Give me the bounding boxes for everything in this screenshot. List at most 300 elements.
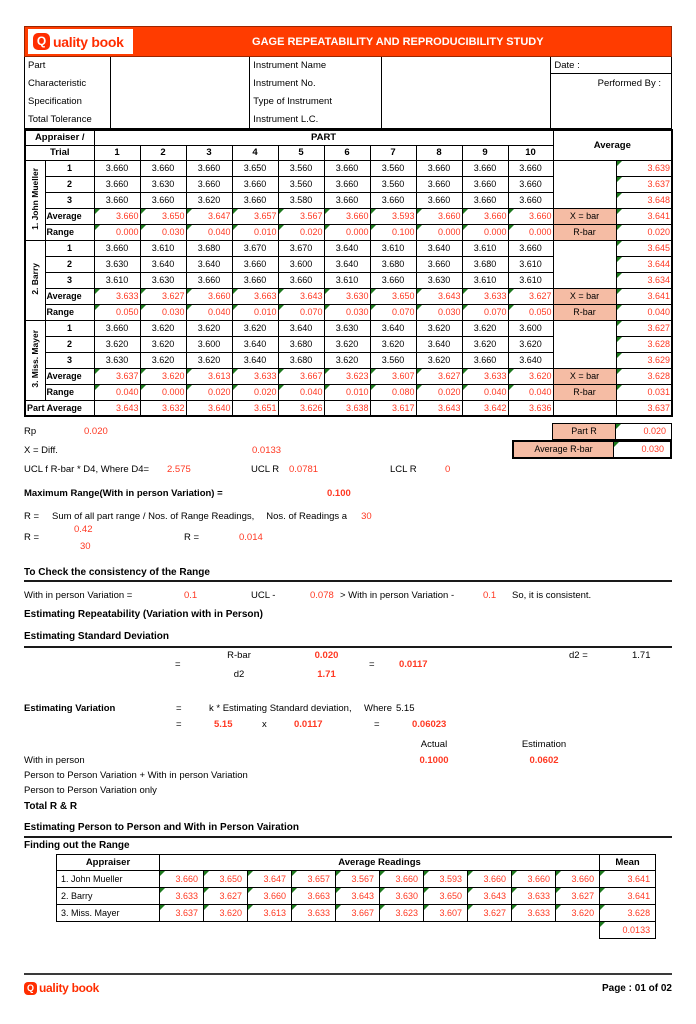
xdiff-label: X = Diff.	[24, 444, 58, 456]
average-row-label: Average	[45, 368, 94, 384]
average-reading-cell: 3.660	[160, 871, 204, 888]
part-average-cell: 3.623	[324, 368, 370, 384]
reading-cell: 3.660	[462, 352, 508, 368]
p2p-only-row	[24, 783, 672, 798]
part-average-cell: 3.660	[416, 208, 462, 224]
reading-cell: 3.620	[462, 336, 508, 352]
date-label: Date :	[551, 57, 671, 74]
ucl-value: 0.078	[310, 589, 334, 601]
part-range-cell: 0.030	[324, 304, 370, 320]
trial-number: 3	[45, 272, 94, 288]
trial-number: 1	[45, 240, 94, 256]
overall-part-average-cell: 3.632	[140, 400, 186, 416]
part-range-cell: 0.030	[140, 224, 186, 240]
part-column-header: 2	[140, 145, 186, 160]
part-average-cell: 3.627	[508, 288, 553, 304]
grand-average-value: 3.637	[616, 400, 672, 416]
reading-cell: 3.580	[278, 192, 324, 208]
reading-cell: 3.630	[140, 272, 186, 288]
reading-cell: 3.640	[232, 352, 278, 368]
p2p-section-heading: Estimating Person to Person and With in Person Vairation	[24, 820, 672, 838]
k-value: 5.15	[396, 702, 415, 714]
reading-cell: 3.660	[462, 160, 508, 176]
info-right	[551, 57, 671, 128]
ucl-r-label: UCL R	[251, 463, 280, 475]
part-column-header: 10	[508, 145, 553, 160]
info-label-part: Part	[28, 60, 46, 71]
within-estimation-value: 0.0602	[529, 754, 559, 766]
actual-label: Actual	[420, 738, 448, 750]
brand-q-icon: Q	[33, 33, 50, 50]
repeatability-heading: Estimating Repeatability (Variation with in Person)	[24, 609, 263, 620]
within-person-row	[24, 752, 672, 768]
part-average-cell: 3.647	[186, 208, 232, 224]
xdiff-line	[24, 440, 672, 460]
within-actual-value: 0.1000	[419, 754, 449, 766]
reading-cell: 3.610	[508, 272, 553, 288]
xbar-tag: X = bar	[553, 368, 616, 384]
reading-cell: 3.610	[462, 272, 508, 288]
document-title: GAGE REPEATABILITY AND REPRODUCIBILITY STUDY	[252, 35, 544, 48]
reading-cell: 3.620	[508, 336, 553, 352]
part-average-cell: 3.660	[462, 208, 508, 224]
part-range-cell: 0.080	[370, 384, 416, 400]
reading-cell: 3.560	[278, 176, 324, 192]
part-range-cell: 0.040	[186, 224, 232, 240]
consistency-note: So, it is consistent.	[512, 589, 592, 601]
range-appraiser-name: 2. Barry	[57, 888, 160, 905]
reading-cell: 3.640	[508, 352, 553, 368]
info-mid-labels	[250, 57, 382, 128]
part-range-cell: 0.000	[416, 224, 462, 240]
r-fraction-block	[24, 524, 672, 558]
range-appraiser-name: 1. John Mueller	[57, 871, 160, 888]
range-diff-value: 0.0133	[600, 922, 656, 939]
average-reading-cell: 3.607	[424, 905, 468, 922]
average-reading-cell: 3.633	[512, 888, 556, 905]
estimation-label: Estimation	[521, 738, 567, 750]
where-label: Where	[364, 702, 392, 714]
reading-cell: 3.660	[416, 160, 462, 176]
finding-range-heading: Finding out the Range	[24, 840, 130, 851]
part-column-header: 5	[278, 145, 324, 160]
average-reading-cell: 3.650	[424, 888, 468, 905]
info-label-total-tolerance: Total Tolerance	[28, 114, 92, 125]
variation-eq3: =	[374, 718, 380, 730]
part-range-cell: 0.020	[278, 224, 324, 240]
xbar-value: 3.641	[616, 288, 672, 304]
r-eq2-label: R =	[184, 532, 200, 543]
readings-text: Nos. of Readings a	[266, 510, 348, 522]
reading-cell: 3.660	[232, 176, 278, 192]
reading-cell: 3.670	[278, 240, 324, 256]
average-reading-cell: 3.667	[336, 905, 380, 922]
average-reading-cell: 3.650	[204, 871, 248, 888]
part-column-header: 3	[186, 145, 232, 160]
rbar-value: 0.040	[616, 304, 672, 320]
part-range-cell: 0.010	[324, 384, 370, 400]
reading-cell: 3.660	[370, 272, 416, 288]
reading-cell: 3.620	[324, 336, 370, 352]
info-block	[24, 57, 672, 129]
reading-cell: 3.620	[324, 352, 370, 368]
reading-cell: 3.560	[370, 160, 416, 176]
lcl-r-label: LCL R	[390, 463, 417, 475]
average-reading-cell: 3.660	[380, 871, 424, 888]
performed-by-label: Performed By :	[597, 78, 661, 89]
reading-cell: 3.660	[508, 176, 553, 192]
average-reading-cell: 3.643	[336, 888, 380, 905]
overall-part-average-cell: 3.651	[232, 400, 278, 416]
average-reading-cell: 3.567	[336, 871, 380, 888]
trial-number: 1	[45, 320, 94, 336]
part-average-cell: 3.650	[140, 208, 186, 224]
reading-cell: 3.640	[324, 240, 370, 256]
part-range-cell: 0.030	[416, 304, 462, 320]
reading-cell: 3.660	[140, 192, 186, 208]
reading-cell: 3.610	[94, 272, 140, 288]
part-range-cell: 0.040	[94, 384, 140, 400]
average-reading-cell: 3.643	[468, 888, 512, 905]
r-prefix: R =	[24, 510, 40, 522]
range-row-label: Range	[45, 384, 94, 400]
trial-average-cell: 3.639	[616, 160, 672, 176]
reading-cell: 3.620	[94, 336, 140, 352]
consistency-line	[24, 582, 672, 608]
part-range-cell: 0.050	[508, 304, 553, 320]
max-range-label: Maximum Range(With in person Variation) =	[24, 487, 223, 499]
average-reading-cell: 3.627	[556, 888, 600, 905]
p2p-only-label: Person to Person Variation only	[24, 785, 157, 796]
overall-part-average-cell: 3.638	[324, 400, 370, 416]
average-reading-cell: 3.637	[160, 905, 204, 922]
reading-cell: 3.660	[324, 192, 370, 208]
reading-cell: 3.620	[186, 320, 232, 336]
variation-line-2	[24, 716, 672, 732]
page-number: Page : 01 of 02	[601, 982, 672, 994]
reading-cell: 3.660	[186, 160, 232, 176]
part-range-cell: 0.000	[324, 224, 370, 240]
average-spacer-cell	[553, 240, 616, 288]
average-reading-cell: 3.663	[292, 888, 336, 905]
part-average-cell: 3.633	[94, 288, 140, 304]
part-average-cell: 3.657	[232, 208, 278, 224]
within-variation-label: With in person Variation =	[24, 589, 133, 601]
part-r-value: 0.020	[616, 424, 671, 439]
info-label-instrument-no: Instrument No.	[253, 78, 316, 89]
footer-brand-q-icon: Q	[24, 982, 37, 995]
info-left-values	[111, 57, 251, 128]
ucl-line	[24, 460, 672, 478]
part-range-cell: 0.020	[416, 384, 462, 400]
reading-cell: 3.660	[370, 192, 416, 208]
part-range-cell: 0.040	[278, 384, 324, 400]
stddev-num-value: 0.020	[314, 650, 339, 661]
overall-part-average-cell: 3.626	[278, 400, 324, 416]
average-reading-cell: 3.660	[512, 871, 556, 888]
reading-cell: 3.630	[140, 176, 186, 192]
average-reading-cell: 3.660	[556, 871, 600, 888]
part-column-header: 1	[94, 145, 140, 160]
stddev-frac-den: d2	[233, 669, 245, 680]
reading-cell: 3.660	[232, 272, 278, 288]
reading-cell: 3.640	[232, 336, 278, 352]
appraiser-name-label: 1. John Mueller	[30, 168, 40, 230]
reading-cell: 3.680	[462, 256, 508, 272]
part-range-cell: 0.020	[232, 384, 278, 400]
reading-cell: 3.660	[324, 176, 370, 192]
reading-cell: 3.630	[324, 320, 370, 336]
trial-number: 2	[45, 256, 94, 272]
part-average-cell: 3.650	[370, 288, 416, 304]
reading-cell: 3.600	[278, 256, 324, 272]
stddev-fraction-block	[24, 650, 672, 688]
overall-part-average-cell: 3.617	[370, 400, 416, 416]
rp-value: 0.020	[84, 426, 108, 437]
reading-cell: 3.660	[186, 176, 232, 192]
r-eq-label: R =	[24, 532, 40, 543]
d2-label: d2 =	[569, 650, 588, 661]
part-range-cell: 0.070	[278, 304, 324, 320]
reading-cell: 3.620	[140, 320, 186, 336]
average-reading-cell: 3.633	[292, 905, 336, 922]
footer	[24, 981, 672, 995]
average-readings-header: Average Readings	[160, 855, 600, 871]
reading-cell: 3.680	[370, 256, 416, 272]
actual-estimation-header	[24, 736, 672, 752]
ucl-label: UCL -	[251, 589, 276, 601]
readings-value: 30	[361, 510, 372, 522]
reading-cell: 3.560	[278, 160, 324, 176]
appraiser-name	[25, 320, 45, 400]
rbar-value: 0.020	[616, 224, 672, 240]
times-label: x	[262, 718, 267, 730]
trial-average-cell: 3.637	[616, 176, 672, 192]
variation-eq: =	[176, 702, 182, 714]
reading-cell: 3.660	[94, 192, 140, 208]
reading-cell: 3.670	[232, 240, 278, 256]
r-frac-denominator: 30	[80, 541, 91, 552]
reading-cell: 3.630	[416, 272, 462, 288]
reading-cell: 3.660	[508, 192, 553, 208]
brand-logo-text: uality book	[53, 33, 124, 50]
stddev-result: 0.0117	[399, 659, 428, 670]
reading-cell: 3.660	[94, 240, 140, 256]
part-average-cell: 3.667	[278, 368, 324, 384]
gt-comparison-label: > With in person Variation -	[340, 589, 455, 601]
info-label-specification: Specification	[28, 96, 82, 107]
part-average-cell: 3.643	[278, 288, 324, 304]
info-left-labels	[25, 57, 111, 128]
stddev-frac-num: R-bar	[227, 650, 251, 661]
part-average-cell: 3.613	[186, 368, 232, 384]
part-column-header: 9	[462, 145, 508, 160]
reading-cell: 3.620	[416, 320, 462, 336]
empty-spacer	[57, 922, 600, 939]
part-average-row-label: Part Average	[25, 400, 94, 416]
range-appraiser-name: 3. Miss. Mayer	[57, 905, 160, 922]
part-column-header: 6	[324, 145, 370, 160]
appraiser-name-label: 2. Barry	[30, 263, 40, 295]
trial-header: Trial	[25, 145, 94, 160]
part-average-cell: 3.643	[416, 288, 462, 304]
info-label-characteristic: Characteristic	[28, 78, 87, 89]
reading-cell: 3.640	[186, 256, 232, 272]
range-table	[56, 854, 656, 939]
range-row-label: Range	[45, 304, 94, 320]
trial-number: 3	[45, 192, 94, 208]
brand-logo	[28, 29, 133, 54]
mean-value-cell: 3.641	[600, 871, 656, 888]
appraiser-header: Appraiser /	[25, 130, 94, 145]
xbar-value: 3.641	[616, 208, 672, 224]
trial-average-cell: 3.648	[616, 192, 672, 208]
average-reading-cell: 3.613	[248, 905, 292, 922]
mean-header: Mean	[600, 855, 656, 871]
reading-cell: 3.610	[462, 240, 508, 256]
variation-heading: Estimating Variation	[24, 702, 116, 714]
part-average-cell: 3.660	[324, 208, 370, 224]
appraiser-name-label: 3. Miss. Mayer	[30, 330, 40, 388]
xdiff-value: 0.0133	[252, 444, 282, 456]
reading-cell: 3.660	[186, 272, 232, 288]
reading-cell: 3.620	[416, 352, 462, 368]
trial-average-cell: 3.628	[616, 336, 672, 352]
average-reading-cell: 3.593	[424, 871, 468, 888]
reading-cell: 3.620	[186, 192, 232, 208]
overall-part-average-cell: 3.636	[508, 400, 553, 416]
reading-cell: 3.660	[232, 256, 278, 272]
k-value-2: 5.15	[214, 718, 233, 730]
reading-cell: 3.660	[416, 256, 462, 272]
part-average-spacer	[553, 400, 616, 416]
rbar-tag: R-bar	[553, 384, 616, 400]
part-average-cell: 3.660	[186, 288, 232, 304]
average-reading-cell: 3.660	[248, 888, 292, 905]
reading-cell: 3.660	[508, 160, 553, 176]
overall-part-average-cell: 3.643	[416, 400, 462, 416]
part-average-cell: 3.633	[462, 368, 508, 384]
reading-cell: 3.620	[462, 320, 508, 336]
reading-cell: 3.660	[416, 176, 462, 192]
part-range-cell: 0.010	[232, 224, 278, 240]
stddev-eq1: =	[175, 659, 181, 670]
trial-number: 2	[45, 336, 94, 352]
reading-cell: 3.640	[416, 336, 462, 352]
mean-value-cell: 3.628	[600, 905, 656, 922]
part-average-cell: 3.660	[508, 208, 553, 224]
trial-average-cell: 3.634	[616, 272, 672, 288]
max-range-value: 0.100	[327, 487, 351, 499]
reading-cell: 3.660	[324, 160, 370, 176]
appraiser-name	[25, 160, 45, 240]
lcl-r-value: 0	[445, 463, 451, 475]
part-average-cell: 3.633	[462, 288, 508, 304]
overall-part-average-cell: 3.642	[462, 400, 508, 416]
part-range-cell: 0.020	[186, 384, 232, 400]
part-column-header: 7	[370, 145, 416, 160]
r-sum-text: Sum of all part range / Nos. of Range Readings,	[52, 510, 255, 522]
reading-cell: 3.610	[140, 240, 186, 256]
range-row-label: Range	[45, 224, 94, 240]
overall-part-average-cell: 3.640	[186, 400, 232, 416]
trial-number: 2	[45, 176, 94, 192]
part-average-cell: 3.660	[94, 208, 140, 224]
part-range-cell: 0.000	[508, 224, 553, 240]
part-range-cell: 0.070	[370, 304, 416, 320]
reading-cell: 3.610	[370, 240, 416, 256]
info-label-instrument-lc: Instrument L.C.	[253, 114, 319, 125]
part-average-cell: 3.637	[94, 368, 140, 384]
reading-cell: 3.640	[370, 320, 416, 336]
reading-cell: 3.680	[186, 240, 232, 256]
rbar-tag: R-bar	[553, 304, 616, 320]
total-rr-heading: Total R & R	[24, 801, 78, 812]
average-rbar-box	[512, 440, 672, 459]
average-reading-cell: 3.627	[468, 905, 512, 922]
rp-label: Rp	[24, 426, 37, 437]
part-average-cell: 3.620	[140, 368, 186, 384]
reading-cell: 3.660	[140, 160, 186, 176]
part-range-cell: 0.040	[462, 384, 508, 400]
info-mid-values	[382, 57, 551, 128]
reading-cell: 3.630	[94, 256, 140, 272]
ucl-formula-label: UCL f R-bar * D4, Where D4=	[24, 463, 150, 475]
part-average-cell: 3.567	[278, 208, 324, 224]
average-spacer-cell	[553, 320, 616, 368]
reading-cell: 3.620	[186, 352, 232, 368]
xbar-tag: X = bar	[553, 208, 616, 224]
within-person-label: With in person	[24, 754, 85, 766]
r-sum-line	[24, 508, 672, 524]
stddev-heading: Estimating Standard Deviation	[24, 628, 672, 648]
trial-average-cell: 3.629	[616, 352, 672, 368]
part-average-cell: 3.630	[324, 288, 370, 304]
p2p-plus-label: Person to Person Variation + With in person Variation	[24, 770, 248, 781]
variation-result: 0.06023	[412, 718, 447, 730]
variation-formula: k * Estimating Standard deviation,	[209, 702, 352, 714]
part-range-cell: 0.040	[508, 384, 553, 400]
reading-cell: 3.620	[140, 336, 186, 352]
average-row-label: Average	[45, 208, 94, 224]
part-range-cell: 0.000	[94, 224, 140, 240]
consistency-heading: To Check the consistency of the Range	[24, 566, 672, 582]
r-result-value: 0.014	[239, 532, 263, 543]
average-rbar-label: Average R-bar	[514, 442, 614, 457]
average-reading-cell: 3.627	[204, 888, 248, 905]
reading-cell: 3.660	[416, 192, 462, 208]
reading-cell: 3.630	[94, 352, 140, 368]
part-average-cell: 3.633	[232, 368, 278, 384]
part-range-cell: 0.030	[140, 304, 186, 320]
trial-number: 3	[45, 352, 94, 368]
average-reading-cell: 3.630	[380, 888, 424, 905]
reading-cell: 3.610	[508, 256, 553, 272]
part-r-label: Part R	[553, 424, 616, 439]
average-reading-cell: 3.620	[556, 905, 600, 922]
reading-cell: 3.650	[232, 160, 278, 176]
gage-study-table	[24, 129, 673, 417]
footer-rule	[24, 973, 672, 975]
reading-cell: 3.660	[94, 160, 140, 176]
part-range-cell: 0.070	[462, 304, 508, 320]
reading-cell: 3.600	[186, 336, 232, 352]
reading-cell: 3.660	[94, 176, 140, 192]
trial-average-cell: 3.645	[616, 240, 672, 256]
variation-eq2: =	[176, 718, 182, 730]
info-label-instrument-name: Instrument Name	[253, 60, 327, 71]
rp-line	[24, 423, 672, 440]
